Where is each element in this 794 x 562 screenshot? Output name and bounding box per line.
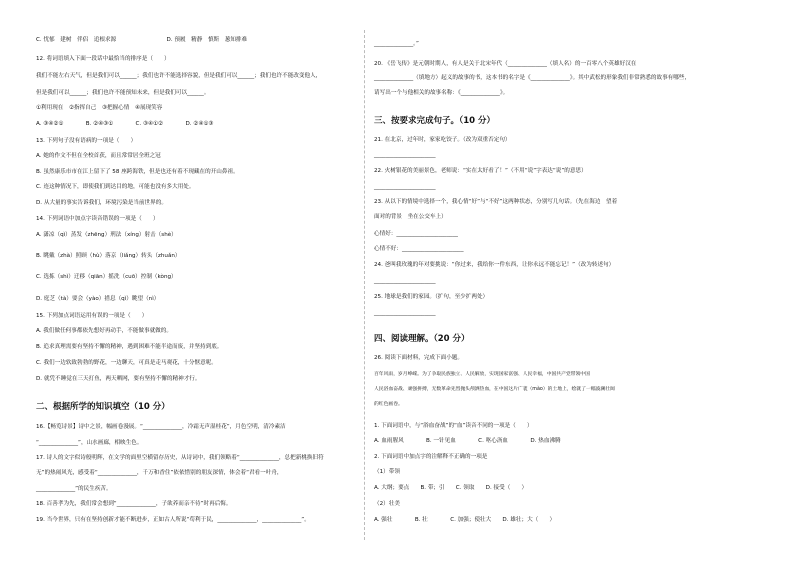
- q14-option-c: C. 选拣（shì）迁移（qiān）摇洗（cuō）控制（kòng）: [36, 274, 177, 280]
- sub-q2-part2-options: A. 强壮 B. 壮 C. 加强；使壮大 D. 雄壮；大（ ）: [374, 517, 556, 523]
- q19-continuation: ______________。”: [374, 41, 419, 47]
- q23-mood-bad[interactable]: 心情不好：______________________: [374, 246, 464, 252]
- section-3-heading: 三、按要求完成句子。（10 分）: [374, 116, 496, 126]
- q17-line-1: 17. 诗人的文字似诗般明辉，在文学的面里空横留存历史，从诗词中，我们领略着“______________，总把新桃换旧符: [36, 455, 324, 461]
- q12-passage-1: 我们不能左右天气，但是我们可以______；我们也许不能选择容貌，但是我们可以______；我们也许不能改变他人，: [36, 73, 322, 79]
- q19-line: 19. 当今世界，只有在坚持创新才能不断进步，正如古人所说“苟利于民，______________，______________”。: [36, 517, 310, 523]
- section-2-heading: 二、根据所学的知识填空（10 分）: [36, 402, 170, 412]
- q13-stem: 13. 下列句子没有语病的一项是（ ）: [36, 138, 137, 144]
- q15-stem: 15. 下列加点词语运用有误的一项是（ ）: [36, 313, 148, 319]
- q20-line-2: ______________（填地方）起义的故事的书，这本书的名字是《______________》。其中武松的形象我们非常熟悉的故事有哪些，: [374, 75, 691, 81]
- reading-passage-line-1: 百年风雨，岁月峥嵘。为了争取民族独立、人民解放，实现国家富强、人民幸福，中国共产党带领中国: [374, 372, 590, 377]
- q16-line-1: 16.【畅览诗景】诗中之景，幅画卷漫展。“______________，冷霜无声湿桂花”，月色空明，清冷素洁: [36, 424, 286, 430]
- sub-q2-stem: 2. 下面词语中加点字的注解释不正确的一项是: [374, 454, 488, 460]
- q26-stem: 26. 阅读下面材料，完成下面小题。: [374, 355, 463, 361]
- q17-line-3: ______________”的民生疾苦。: [36, 486, 112, 492]
- q12-phrases: ①利用现在 ②指挥自己 ③把握心情 ④展现笑容: [36, 105, 163, 111]
- q12-passage-2: 但是我们可以______；我们也许不能预知未来，但是我们可以______。: [36, 90, 210, 96]
- q15-option-b: B. 追求真理需要有坚持不懈的精神，遇到困难不能半途而废，并坚持到底。: [36, 344, 223, 350]
- q13-option-a: A. 她的作文不但在全校首获，而且常常居全班之冠: [36, 153, 161, 159]
- q25-stem: 25. 地球是我们的家园。（扩句，至少扩两处）: [374, 294, 489, 300]
- sub-q2-part1-label: （1）带领: [374, 469, 400, 475]
- section-4-heading: 四、阅读理解。（20 分）: [374, 334, 470, 344]
- q14-stem: 14. 下列词语中加点字读音错误的一项是（ ）: [36, 216, 159, 222]
- q12-stem: 12. 将词语填入下面一段话中最恰当的排序是（ ）: [36, 56, 170, 62]
- q23-context: 面对的背景 坐在公交车上）: [374, 214, 447, 220]
- q17-line-2: 无”的热闹风光，感受着“______________，千万和香住”依依惜别的朋友深情，体会着“君看一叶舟，: [36, 470, 283, 476]
- q22-answer-line[interactable]: ______________________: [374, 184, 436, 190]
- q13-option-d: D. 从大量的事实告诉我们，环境污染是当前世界的。: [36, 200, 167, 206]
- q11-option-line: C. 忧郁 建树 伴侣 追根求源 D. 预履 精静 慎斯 葱知排难: [36, 37, 248, 43]
- q24-stem: 24. 爸叫我玫瑰的年对要挑说：“你过来，我给你一件东西，让你永远不能忘记！”（改为转述句）: [374, 262, 615, 268]
- q20-line-3: 请写出一个与他相关的故事名称：《______________》。: [374, 90, 509, 96]
- column-divider: [364, 30, 365, 540]
- q13-option-c: C. 连这种情况下，即使我们到达目的地，可能也没有多大用处。: [36, 184, 195, 190]
- q15-option-d: D. 就凭不睡觉在三天打鱼，两天晒网，要有坚持不懈的精神才行。: [36, 376, 201, 382]
- q13-option-b: B. 虽然康乐市市在江上留下了 58 座跨海铁，但是也还有着不现藏在的开山鼻祖。: [36, 169, 239, 175]
- q21-stem: 21. 在北京，过年时，家家吃饺子。（改为双重否定句）: [374, 137, 511, 143]
- q14-option-a: A. 潇凉（qì）蒸发（zhēng）刑法（xíng）射击（shè）: [36, 232, 177, 238]
- q12-options: A. ③④②① B. ②④③① C. ③④①② D. ②④①③: [36, 121, 214, 127]
- q25-answer-line[interactable]: ______________________: [374, 310, 436, 316]
- reading-passage-line-2: 人民浴血奋战、顽强拼搏，无数革命先烈抛头颅洒热血，在中国这片广袤（mào）的土地上，绘就了一幅波澜壮阔: [374, 387, 615, 392]
- q16-line-2: “______________”，山水画廊，相映生色。: [36, 440, 143, 446]
- q15-option-a: A. 我们做任何事都依先想好再动手，不能做事就做的。: [36, 328, 172, 334]
- reading-passage-line-3: 的红色画卷。: [374, 402, 403, 407]
- q15-option-c: C. 我们一边软致勃勃的野花，一边聊天，可真是走马观花，十分惬意呢。: [36, 360, 217, 366]
- sub-q1-options: A. 血雨腥风 B. 一针见血 C. 呕心沥血 D. 热血沸腾: [374, 438, 561, 444]
- q24-answer-line[interactable]: ______________________: [374, 278, 436, 284]
- q14-option-b: B. 眺戴（zhà）照顾（hù）落京（liǎng）转头（zhuǎn）: [36, 253, 181, 259]
- q20-line-1: 20. 《岳飞传》是元朝时期人，有人是关于北宋年代（______________（填人名）的一百零八个英雄好汉在: [374, 61, 637, 67]
- q22-stem: 22. 火树银花的美丽景色，老师说：“实在太好看了！”（不用“说”字表达“说”的意思）: [374, 168, 587, 174]
- sub-q1-stem: 1. 下面词语中，与“浴血奋战”的“血”读音不同的一项是（ ）: [374, 423, 533, 429]
- q21-answer-line[interactable]: ______________________: [374, 152, 436, 158]
- q18-line: 18. 百善孝为先，我们常会想到“______________，子欲养而亲不待”时再后悔。: [36, 501, 232, 507]
- q23-mood-good[interactable]: 心情好：______________________: [374, 231, 458, 237]
- q23-stem: 23. 从以下的情境中选择一个，我心情“好”与“不好”这两种状态，分别写几句话。（先在海边 望着: [374, 199, 618, 205]
- q14-option-d: D. 庭芝（tà）要会（yào）措息（qì）眺望（nì）: [36, 296, 160, 302]
- sub-q2-part1-options: A. 大纲；要点 B. 带；引 C. 领取 D. 接受（ ）: [374, 485, 528, 491]
- sub-q2-part2-label: （2）壮美: [374, 501, 400, 507]
